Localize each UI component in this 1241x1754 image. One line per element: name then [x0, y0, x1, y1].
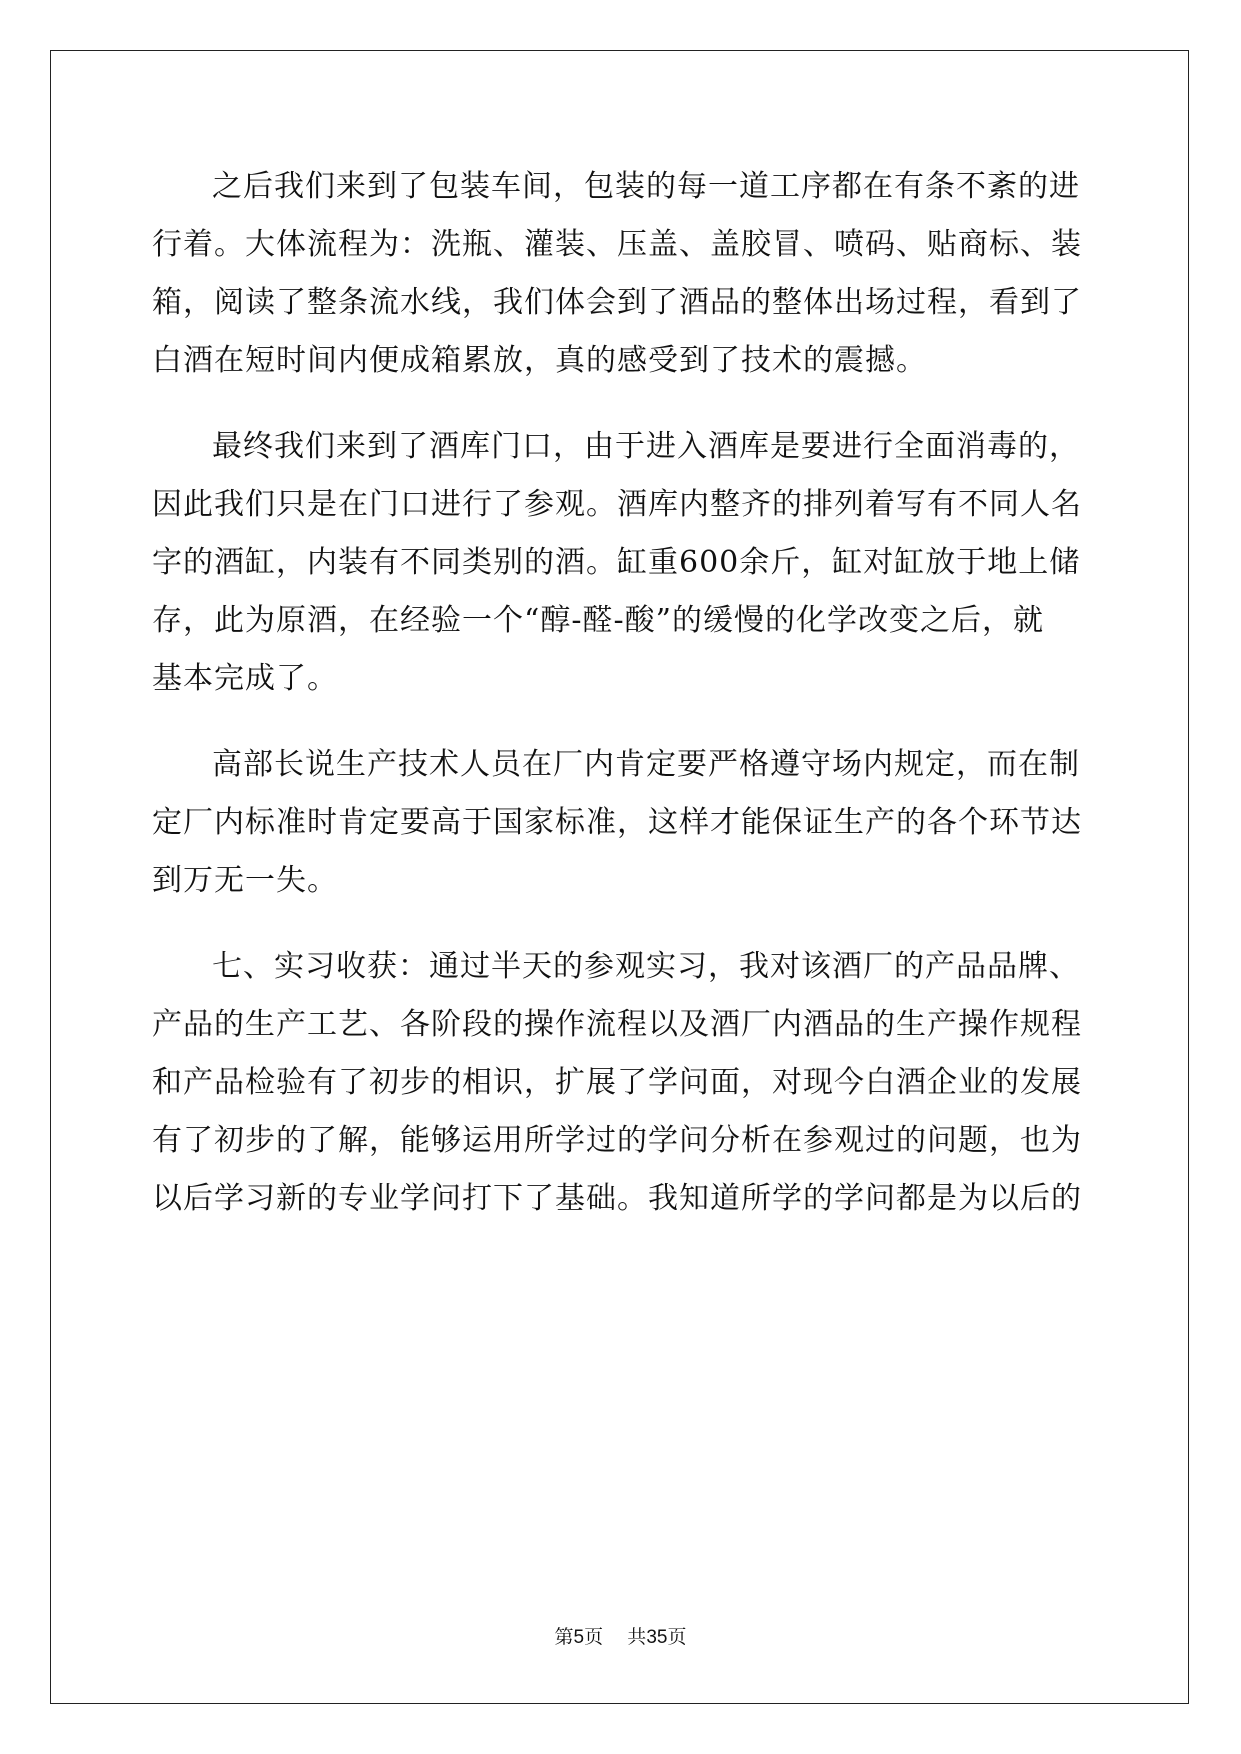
text-line: 字的酒缸，内装有不同类别的酒。缸重600余斤，缸对缸放于地上储: [152, 545, 1081, 580]
text-line: 因此我们只是在门口进行了参观。酒库内整齐的排列着写有不同人名: [152, 487, 1082, 522]
paragraph-standards: [152, 736, 1092, 910]
text-line: 白酒在短时间内便成箱累放，真的感受到了技术的震撼。: [152, 343, 927, 378]
text-line: 到万无一失。: [152, 863, 338, 898]
total-pages-prefix: 共: [627, 1626, 647, 1648]
text-line: 有了初步的了解，能够运用所学过的学问分析在参观过的问题，也为: [152, 1123, 1082, 1158]
paragraph-wine-cellar: [152, 418, 1092, 708]
text-line: 基本完成了。: [152, 661, 338, 696]
paragraph-internship-gains: [152, 938, 1092, 1228]
text-line: 箱，阅读了整条流水线，我们体会到了酒品的整体出场过程，看到了: [152, 285, 1082, 320]
text-line: 存，此为原酒，在经验一个“醇-醛-酸”的缓慢的化学改变之后，就: [152, 603, 1044, 638]
text-line: 定厂内标准时肯定要高于国家标准，这样才能保证生产的各个环节达: [152, 805, 1082, 840]
text-line: 行着。大体流程为：洗瓶、灌装、压盖、盖胶冒、喷码、贴商标、装: [152, 227, 1082, 262]
total-pages: 35: [646, 1627, 668, 1648]
page-footer: [0, 1625, 1241, 1650]
text-line: 最终我们来到了酒库门口，由于进入酒库是要进行全面消毒的，: [212, 429, 1080, 464]
page-number: 5: [573, 1627, 585, 1648]
total-pages-suffix: 页: [667, 1626, 687, 1648]
text-line: 和产品检验有了初步的相识，扩展了学问面，对现今白酒企业的发展: [152, 1065, 1082, 1100]
text-line: 之后我们来到了包装车间，包装的每一道工序都在有条不紊的进: [212, 169, 1080, 204]
page-number-prefix: 第: [554, 1626, 574, 1648]
document-body: [152, 158, 1092, 1228]
text-line: 以后学习新的专业学问打下了基础。我知道所学的学问都是为以后的: [152, 1181, 1082, 1216]
text-line: 七、实习收获：通过半天的参观实习，我对该酒厂的产品品牌、: [212, 949, 1080, 984]
paragraph-packaging: [152, 158, 1092, 390]
page-number-suffix: 页: [584, 1626, 604, 1648]
text-line: 产品的生产工艺、各阶段的操作流程以及酒厂内酒品的生产操作规程: [152, 1007, 1082, 1042]
text-line: 高部长说生产技术人员在厂内肯定要严格遵守场内规定，而在制: [212, 747, 1080, 782]
